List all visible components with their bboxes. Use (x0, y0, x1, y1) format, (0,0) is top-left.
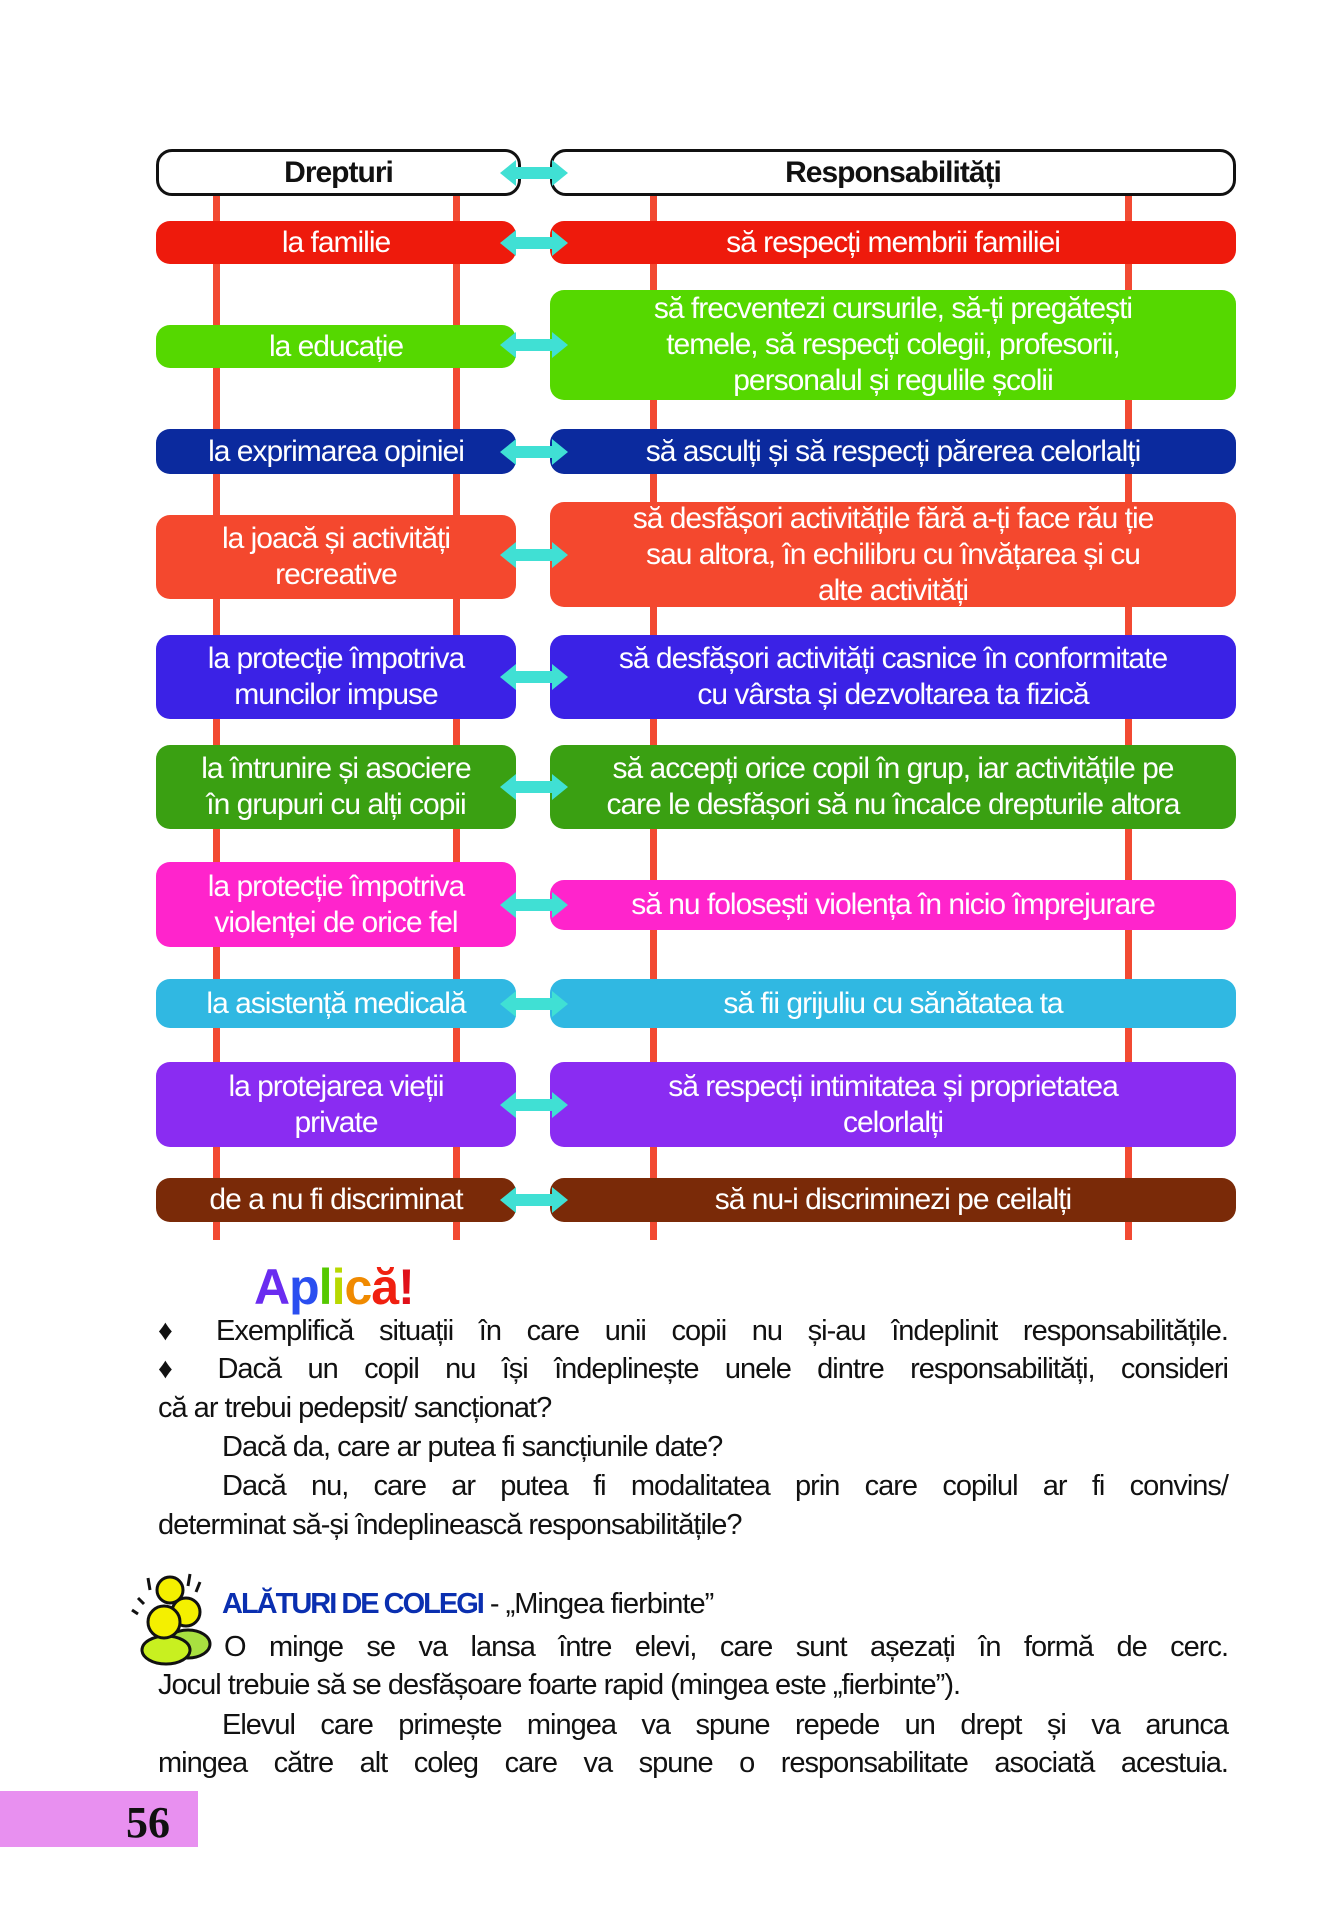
colleagues-icon (128, 1568, 224, 1668)
right-box (156, 429, 516, 474)
double-arrow-icon (500, 662, 568, 692)
right-box (156, 635, 516, 719)
right-box-text: violenței de orice fel (214, 905, 458, 939)
responsibility-box (550, 1062, 1236, 1147)
right-box-text: la asistență medicală (206, 986, 466, 1020)
right-box-text: la protecție împotriva (207, 642, 465, 675)
responsibility-box (550, 221, 1236, 264)
right-box-text: la exprimarea opiniei (208, 434, 464, 468)
responsibility-box-text: personalul și regulile școlii (733, 364, 1053, 397)
responsibility-box (550, 745, 1236, 829)
right-box (156, 325, 516, 368)
right-box (156, 1062, 516, 1147)
responsibility-box-text: să respecți intimitatea și proprietatea (668, 1069, 1118, 1103)
responsibility-box-text: alte activități (817, 573, 969, 607)
responsibility-box-text: să frecventezi cursurile, să-ți pregătești (653, 292, 1133, 325)
right-box (156, 515, 516, 599)
right-box (156, 979, 516, 1028)
page-number: 56 (126, 1798, 170, 1847)
right-box-text: la întrunire și asociere (201, 752, 471, 785)
double-arrow-icon (500, 1185, 568, 1215)
responsibility-box (550, 290, 1236, 400)
responsibility-box (550, 429, 1236, 474)
apply-title-letter: c (344, 1259, 372, 1315)
right-box (156, 745, 516, 829)
responsibility-box-text: să desfășori activități casnice în conformitate (618, 642, 1168, 675)
colleagues-title: ALĂTURI DE COLEGI (222, 1588, 483, 1620)
rights-header-label: Drepturi (284, 155, 393, 189)
apply-title-letter: ă (371, 1259, 399, 1315)
apply-title-letter: p (289, 1259, 319, 1315)
paragraph-line: mingea către alt coleg care va spune o responsabilitate asociată acestuia. (158, 1747, 1228, 1779)
right-box-text: la joacă și activități (221, 522, 451, 555)
responsibility-box-text: să desfășori activitățile fără a-ți face rău ție (632, 501, 1154, 535)
apply-title-letter: A (254, 1259, 290, 1315)
right-box-text: în grupuri cu alți copii (206, 788, 466, 821)
right-box-text: muncilor impuse (234, 678, 438, 711)
apply-title-letter: l (318, 1259, 332, 1315)
responsibility-box-text: să asculți și să respecți părerea celorlalți (645, 434, 1141, 468)
double-arrow-icon (500, 989, 568, 1019)
responsibilities-header-label: Responsabilități (785, 155, 1001, 189)
right-box-text: recreative (275, 558, 397, 591)
paragraph-line: Dacă da, care ar putea fi sancțiunile date? (222, 1431, 723, 1463)
responsibilities-header (550, 149, 1236, 196)
right-box-text: de a nu fi discriminat (209, 1183, 463, 1216)
paragraph-line: ♦ Dacă un copil nu își îndeplinește unele dintre responsabilități, consideri (158, 1353, 1228, 1385)
paragraph-line: Dacă nu, care ar putea fi modalitatea prin care copilul ar fi convins/ (222, 1470, 1228, 1502)
responsibility-box-text: să fii grijuliu cu sănătatea ta (723, 986, 1063, 1020)
right-box (156, 221, 516, 264)
right-box (156, 862, 516, 947)
rights-header (156, 149, 521, 196)
responsibility-box-text: să nu folosești violența în nicio împrejurare (631, 888, 1155, 921)
paragraph-line: că ar trebui pedepsit/ sancționat? (158, 1392, 552, 1424)
double-arrow-icon (500, 890, 568, 920)
responsibility-box (550, 880, 1236, 930)
responsibility-box-text: care le desfășori să nu încalce drepturile altora (606, 788, 1180, 821)
apply-title-letter: ! (398, 1259, 414, 1315)
responsibility-box-text: sau altora, în echilibru cu învățarea și cu (646, 537, 1140, 571)
double-arrow-icon (500, 330, 568, 360)
responsibility-box (550, 502, 1236, 607)
right-box-text: la protejarea vieții (228, 1069, 444, 1103)
responsibility-box-text: să respecți membrii familiei (726, 225, 1060, 259)
responsibility-box (550, 1178, 1236, 1222)
double-arrow-icon (500, 1090, 568, 1120)
responsibility-box-text: să accepți orice copil în grup, iar activitățile pe (612, 752, 1174, 785)
double-arrow-icon (500, 540, 568, 570)
right-box (156, 1178, 516, 1222)
colleagues-heading (222, 1588, 713, 1621)
responsibility-box-text: să nu-i discriminezi pe ceilalți (714, 1183, 1072, 1216)
paragraph-line: Jocul trebuie să se desfășoare foarte rapid (mingea este „fierbinte”). (158, 1669, 961, 1701)
double-arrow-icon (500, 228, 568, 258)
apply-title (254, 1258, 414, 1316)
paragraph-line: ♦ Exemplifică situații în care unii copii nu și-au îndeplinit responsabilitățile. (158, 1315, 1228, 1347)
responsibility-box (550, 635, 1236, 719)
responsibility-box (550, 979, 1236, 1028)
right-box-text: la familie (281, 225, 391, 259)
double-arrow-icon (500, 772, 568, 802)
colleagues-subtitle: - „Mingea fierbinte” (482, 1588, 714, 1620)
responsibility-box-text: celorlalți (842, 1105, 944, 1139)
right-box-text: la protecție împotriva (207, 869, 465, 903)
double-arrow-icon (500, 437, 568, 467)
responsibility-box-text: cu vârsta și dezvoltarea ta fizică (697, 678, 1089, 711)
page-number-box (0, 1791, 198, 1847)
right-box-text: private (294, 1105, 378, 1139)
paragraph-line: determinat să-și îndeplinească responsabilitățile? (158, 1509, 742, 1541)
paragraph-line: O minge se va lansa între elevi, care sunt așezați în formă de cerc. (224, 1631, 1228, 1663)
right-box-text: la educație (268, 329, 404, 363)
apply-title-letter: i (331, 1259, 345, 1315)
paragraph-line: Elevul care primește mingea va spune repede un drept și va arunca (222, 1709, 1228, 1741)
double-arrow-icon (500, 158, 568, 188)
responsibility-box-text: temele, să respecți colegii, profesorii, (666, 328, 1120, 361)
